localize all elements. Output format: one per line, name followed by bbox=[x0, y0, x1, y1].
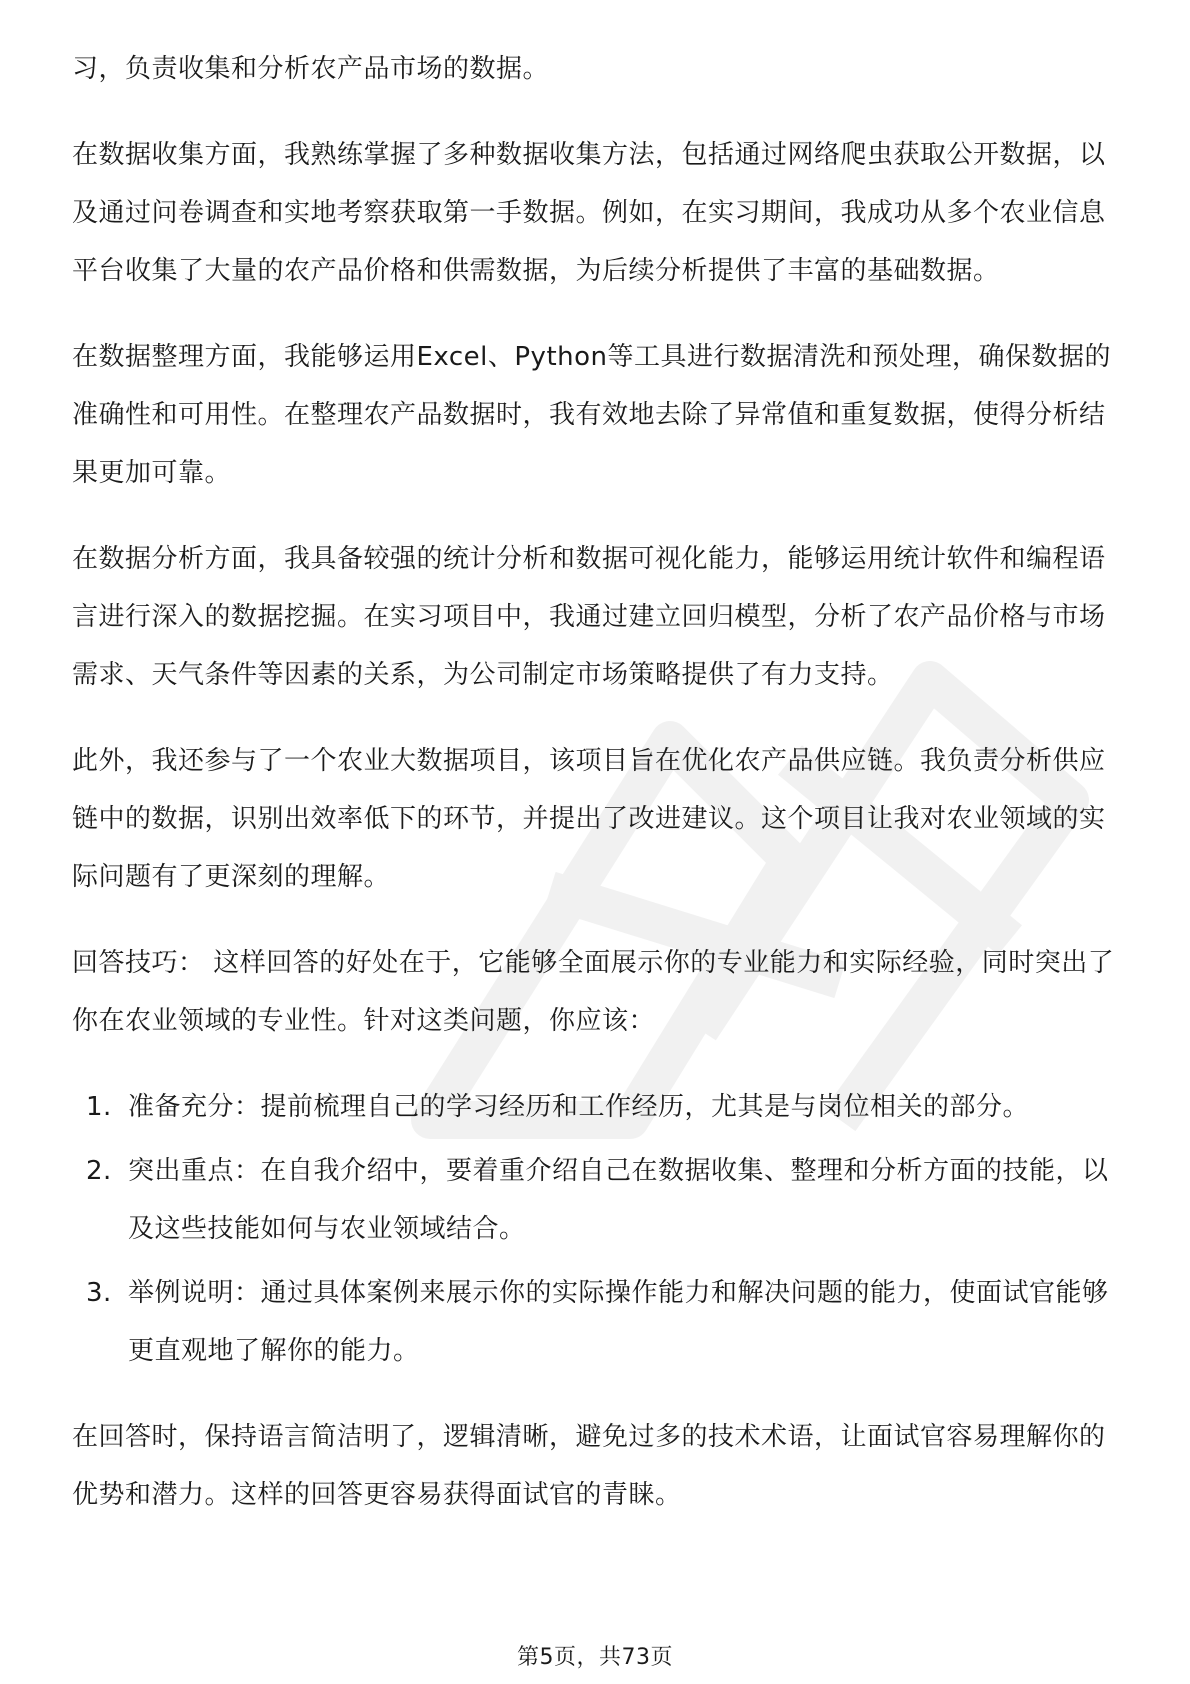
paragraph-closing: 在回答时，保持语言简洁明了，逻辑清晰，避免过多的技术术语，让面试官容易理解你的优势和潜力。这样的回答更容易获得面试官的青睐。 bbox=[72, 1422, 1106, 1510]
list-item-number: 3. bbox=[86, 1278, 112, 1308]
paragraph-answer-tips: 回答技巧： 这样回答的好处在于，它能够全面展示你的专业能力和实际经验，同时突出了你在农业领域的专业性。针对这类问题，你应该： bbox=[72, 948, 1115, 1036]
paragraph-data-analysis: 在数据分析方面，我具备较强的统计分析和数据可视化能力，能够运用统计软件和编程语言进行深入的数据挖掘。在实习项目中，我通过建立回归模型，分析了农产品价格与市场需求、天气条件等因素的关系，为公司制定市场策略提供了有力支持。 bbox=[72, 544, 1106, 690]
list-item-number: 2. bbox=[86, 1156, 112, 1186]
paragraph-intro-continued: 习，负责收集和分析农产品市场的数据。 bbox=[72, 54, 550, 84]
list-item-text: 突出重点：在自我介绍中，要着重介绍自己在数据收集、整理和分析方面的技能，以及这些技能如何与农业领域结合。 bbox=[128, 1156, 1109, 1244]
tips-list bbox=[72, 1078, 1118, 1380]
list-item-text: 举例说明：通过具体案例来展示你的实际操作能力和解决问题的能力，使面试官能够更直观地了解你的能力。 bbox=[128, 1278, 1109, 1366]
list-item bbox=[72, 1078, 1118, 1136]
document-page bbox=[72, 40, 1118, 1524]
list-item-number: 1. bbox=[86, 1092, 112, 1122]
paragraph-data-cleaning: 在数据整理方面，我能够运用Excel、Python等工具进行数据清洗和预处理，确保数据的准确性和可用性。在整理农产品数据时，我有效地去除了异常值和重复数据，使得分析结果更加可靠。 bbox=[72, 342, 1111, 488]
list-item bbox=[72, 1142, 1118, 1258]
paragraph-data-collection: 在数据收集方面，我熟练掌握了多种数据收集方法，包括通过网络爬虫获取公开数据，以及通过问卷调查和实地考察获取第一手数据。例如，在实习期间，我成功从多个农业信息平台收集了大量的农产品价格和供需数据，为后续分析提供了丰富的基础数据。 bbox=[72, 140, 1106, 286]
page-number-footer: 第5页，共73页 bbox=[517, 1645, 673, 1670]
paragraph-big-data-project: 此外，我还参与了一个农业大数据项目，该项目旨在优化农产品供应链。我负责分析供应链中的数据，识别出效率低下的环节，并提出了改进建议。这个项目让我对农业领域的实际问题有了更深刻的理解。 bbox=[72, 746, 1106, 892]
list-item-text: 准备充分：提前梳理自己的学习经历和工作经历，尤其是与岗位相关的部分。 bbox=[128, 1092, 1030, 1122]
list-item bbox=[72, 1264, 1118, 1380]
